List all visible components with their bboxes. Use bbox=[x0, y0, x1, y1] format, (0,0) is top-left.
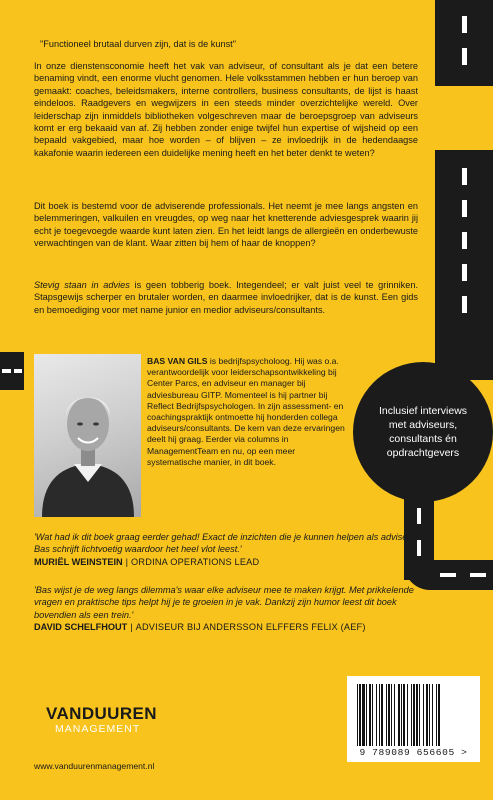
barcode-bar bbox=[362, 684, 365, 746]
testimonial-1-role: ORDINA OPERATIONS LEAD bbox=[131, 556, 260, 567]
road-dash bbox=[440, 573, 456, 577]
barcode-bar bbox=[411, 684, 412, 746]
barcode-bar bbox=[357, 684, 358, 746]
road-dash bbox=[470, 573, 486, 577]
publisher-name: VANDUUREN bbox=[46, 704, 157, 723]
road-dash bbox=[462, 296, 467, 313]
testimonial-2 bbox=[34, 584, 422, 634]
barcode-bar bbox=[438, 684, 440, 746]
summary-paragraph bbox=[34, 279, 418, 316]
isbn-digits: 9 789089 656605 > bbox=[359, 747, 468, 758]
summary-text bbox=[34, 279, 418, 316]
author-bio bbox=[147, 356, 347, 468]
barcode-bar bbox=[416, 684, 418, 746]
isbn-barcode bbox=[347, 676, 480, 762]
barcode-bar bbox=[401, 684, 402, 746]
interviews-badge bbox=[353, 362, 493, 502]
author-name: BAS VAN GILS bbox=[147, 356, 208, 366]
road-dash bbox=[462, 16, 467, 33]
barcode-bar bbox=[372, 684, 373, 746]
testimonial-1 bbox=[34, 531, 422, 568]
testimonial-1-separator: | bbox=[125, 556, 129, 567]
author-photo bbox=[34, 354, 141, 517]
testimonial-2-attribution bbox=[34, 621, 422, 633]
audience-text: Dit boek is bestemd voor de adviserende professionals. Het neemt je mee langs angsten en belemmeringen, valkuilen en vreugdes, op weg naar het knetterende adviesgesprek waarin jij echt je toegevoegde waarde kunt laten zien. En het leidt langs de allergieën en onderbewuste verwachtingen van de klant. Waar zitten bij hem of haar de knoppen? bbox=[34, 201, 418, 249]
barcode-bar bbox=[381, 684, 383, 746]
publisher-imprint: MANAGEMENT bbox=[55, 723, 141, 735]
book-title: Stevig staan in advies bbox=[34, 280, 130, 290]
barcode-bar bbox=[369, 684, 371, 746]
testimonial-1-author: MURIËL WEINSTEIN bbox=[34, 556, 123, 567]
barcode-bar bbox=[394, 684, 395, 746]
road-dash bbox=[14, 369, 22, 373]
barcode-bar bbox=[376, 684, 377, 746]
intro-paragraph bbox=[34, 60, 418, 159]
road-dash bbox=[462, 200, 467, 217]
barcode-bar bbox=[359, 684, 361, 746]
barcode-bar bbox=[426, 684, 428, 746]
testimonial-2-text: 'Bas wijst je de weg langs dilemma's waar elke adviseur mee te maken krijgt. Met prikkelende vragen en praktische tips helpt hij je te groeien in je vak. Dankzij zijn humor leest dit boek bovendien als een trein.' bbox=[34, 585, 414, 620]
barcode-bar bbox=[413, 684, 415, 746]
barcode-bar bbox=[379, 684, 380, 746]
road-dash bbox=[462, 48, 467, 65]
road-dash bbox=[417, 508, 421, 524]
barcode-bar bbox=[403, 684, 405, 746]
barcode-bar bbox=[432, 684, 433, 746]
publisher-logo bbox=[46, 705, 157, 736]
road-vertical-top-right bbox=[435, 0, 493, 86]
barcode-bar bbox=[398, 684, 400, 746]
author-bio-text: is bedrijfspsycholoog. Hij was o.a. verantwoordelijk voor leiderschapsontwikkeling bij Center Parcs, en adviseur en manager bij adviesbureau GITP. Momenteel is hij partner bij Reflect Bedrijfspsychologen. In zijn assessment- en coachingspraktijk ontmoette hij honderden collega adviseurs/consultants. De kern van deze ervaringen deelt hij graag. Eerder via columns in ManagementTeam en nu, op een meer systematische manier, in dit boek. bbox=[147, 356, 345, 467]
road-dash bbox=[2, 369, 11, 373]
author-portrait-illustration bbox=[34, 354, 141, 517]
testimonial-2-role: ADVISEUR BIJ ANDERSSON ELFFERS FELIX (AEF) bbox=[135, 622, 366, 633]
testimonial-1-text: 'Wat had ik dit boek graag eerder gehad! Exact de inzichten die je kunnen helpen als adviseur. Bas schrijft lichtvoetig waardoor het heel vlot leest.' bbox=[34, 532, 418, 555]
testimonial-2-author: DAVID SCHELFHOUT bbox=[34, 622, 128, 633]
road-dash bbox=[462, 232, 467, 249]
barcode-bar bbox=[391, 684, 392, 746]
barcode-bar bbox=[366, 684, 367, 746]
barcode-bar bbox=[388, 684, 390, 746]
barcode-bar bbox=[423, 684, 424, 746]
intro-text: In onze dienstensconomie heeft het vak van adviseur, of consultant als je dat een betere benaming vindt, een enorme vlucht genomen. Hele volksstammen hebben er hun beroep van gemaakt: coaches, beleidsmakers, interne controllers, business consultants, de lijst is haast eindeloos. Raadgevers en wegwijzers in een steeds minder overzichtelijke wereld. Over leiderschap zijn inmiddels bibliotheken volgeschreven maar de beroepsgroep van adviseurs komt er erg bekaaid van af. Zij hebben zonder enige twijfel hun expertise of wijsheid op een bepaald vakgebied, maar hoe worden – of blijven – ze invloedrijk in de hedendaagse kakafonie waarin iedereen een duidelijke mening heeft en het beter denkt te weten? bbox=[34, 61, 418, 158]
interviews-badge-text: Inclusief interviews met adviseurs, consultants én opdrachtgevers bbox=[378, 405, 468, 459]
publisher-website: www.vanduurenmanagement.nl bbox=[34, 761, 155, 771]
road-dash bbox=[462, 168, 467, 185]
barcode-bar bbox=[436, 684, 437, 746]
barcode-bar bbox=[429, 684, 430, 746]
summary-rest: is geen tobberig boek. Integendeel; er valt juist veel te grinniken. Stapsgewijs scherper en brutaler worden, en daarmee invloedrijker, dat is de kunst. Een gids en bemoediging voor met name junior en medior adviseurs/consultants. bbox=[34, 280, 418, 315]
testimonial-2-separator: | bbox=[130, 622, 133, 633]
barcode-bar bbox=[407, 684, 408, 746]
road-dash bbox=[462, 264, 467, 281]
audience-paragraph bbox=[34, 200, 418, 250]
tagline: "Functioneel brutaal durven zijn, dat is de kunst" bbox=[40, 39, 236, 49]
barcode-bar bbox=[386, 684, 387, 746]
barcode-bar bbox=[419, 684, 420, 746]
testimonial-1-attribution bbox=[34, 556, 422, 568]
